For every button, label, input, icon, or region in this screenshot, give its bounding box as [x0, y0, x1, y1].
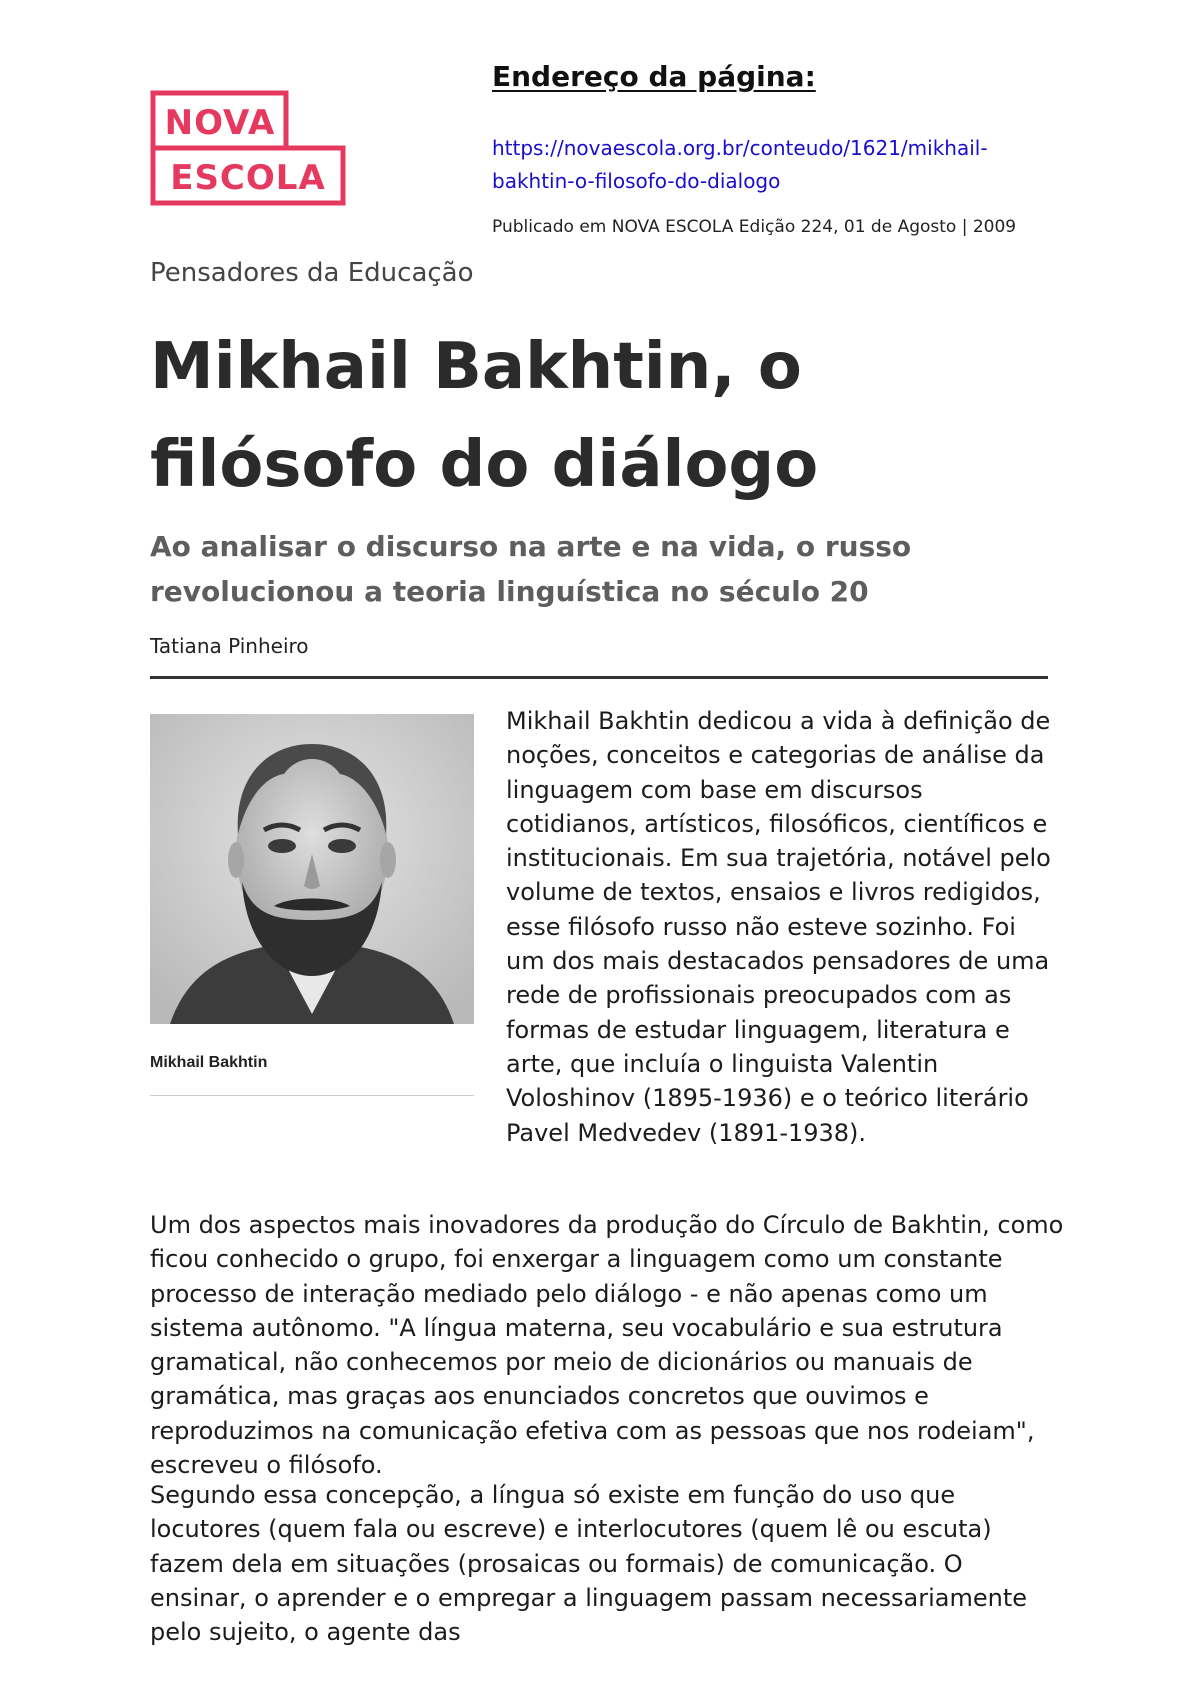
article-title: Mikhail Bakhtin, o filósofo do diálogo	[150, 330, 819, 502]
header-divider	[150, 676, 1048, 679]
page-address-title: Endereço da página:	[492, 60, 816, 93]
article-author: Tatiana Pinheiro	[150, 634, 309, 658]
section-kicker: Pensadores da Educação	[150, 258, 474, 288]
article-subtitle: Ao analisar o discurso na arte e na vida, o russo revolucionou a teoria linguística no século 20	[150, 530, 912, 608]
logo-word-escola: ESCOLA	[170, 158, 326, 198]
image-caption: Mikhail Bakhtin	[150, 1054, 268, 1071]
portrait-illustration	[150, 714, 474, 1024]
article-paragraph-2: Um dos aspectos mais inovadores da produção do Círculo de Bakhtin, como ficou conhecido o grupo, foi enxergar a linguagem como um constante processo de interação mediado pelo diálogo - e não apenas como um sistema autônomo. "A língua materna, seu vocabulário e sua estrutura gramatical, não conhecemos por meio de dicionários ou manuais de gramática, mas graças aos enunciados concretos que ouvimos e reproduzimos na comunicação efetiva com as pessoas que nos rodeiam", escreveu o filósofo.	[150, 1211, 1064, 1480]
page-url-link[interactable]: https://novaescola.org.br/conteudo/1621/mikhail-bakhtin-o-filosofo-do-dialogo	[492, 136, 988, 193]
logo-graphic	[150, 90, 346, 206]
article-paragraph-1: Mikhail Bakhtin dedicou a vida à definição de noções, conceitos e categorias de análise da linguagem com base em discursos cotidianos, artísticos, filosóficos, científicos e institucionais. Em sua trajetória, notável pelo volume de textos, ensaios e livros redigidos, esse filósofo russo não esteve sozinho. Foi um dos mais destacados pensadores de uma rede de profissionais preocupados com as formas de estudar linguagem, literatura e arte, que incluía o linguista Valentin Voloshinov (1895-1936) e o teórico literário Pavel Medvedev (1891-1938).	[506, 707, 1051, 1147]
nova-escola-logo[interactable]	[150, 90, 346, 206]
portrait-photo	[150, 714, 474, 1024]
article-paragraph-3: Segundo essa concepção, a língua só existe em função do uso que locutores (quem fala ou escreve) e interlocutores (quem lê ou escuta) fazem dela em situações (prosaicas ou formais) de comunicação. O ensinar, o aprender e o empregar a linguagem passam necessariamente pelo sujeito, o agente das	[150, 1481, 1028, 1647]
logo-word-nova: NOVA	[164, 103, 276, 143]
caption-divider	[150, 1095, 474, 1096]
publication-info: Publicado em NOVA ESCOLA Edição 224, 01 de Agosto | 2009	[492, 217, 1017, 237]
